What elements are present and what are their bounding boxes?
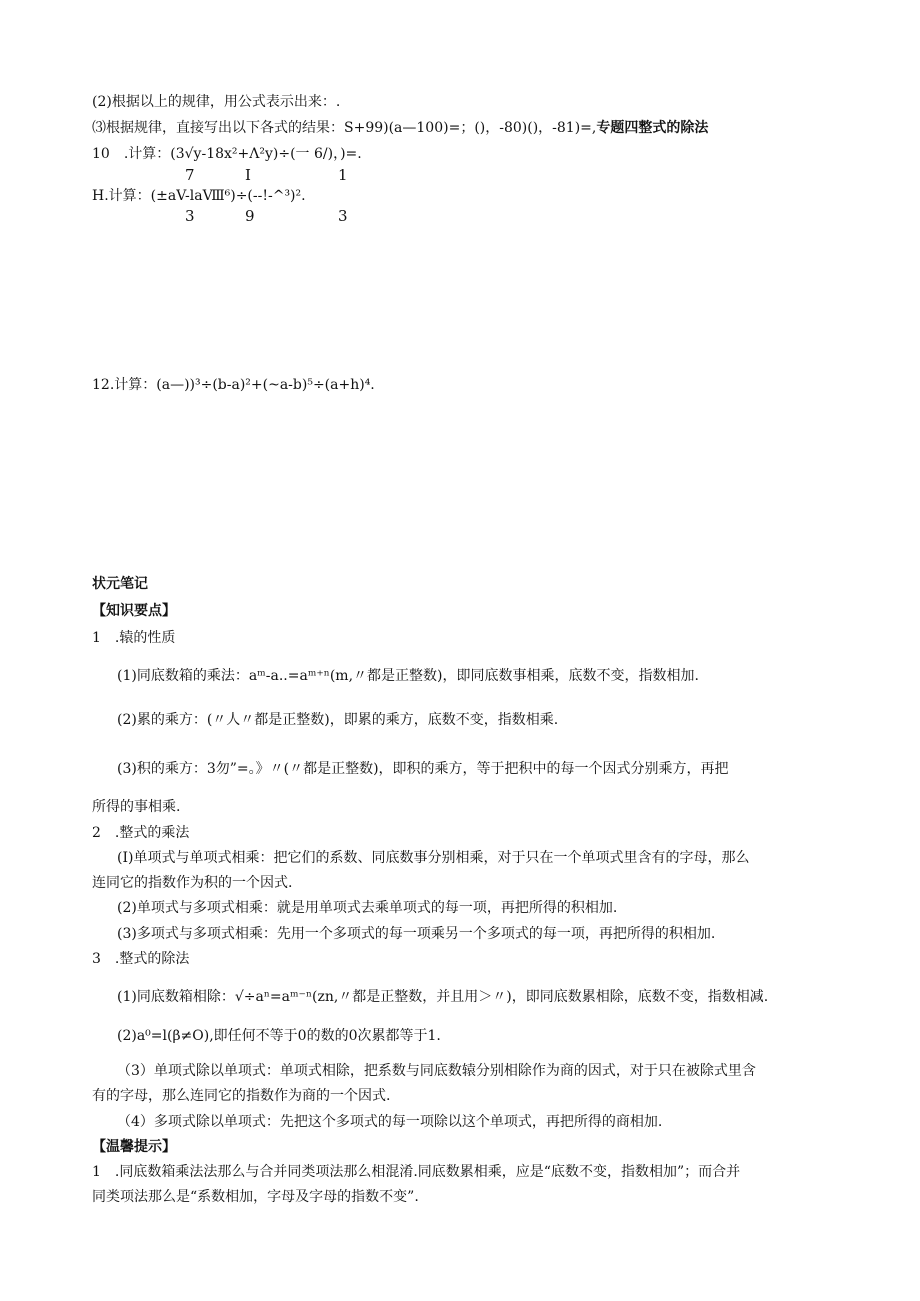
note-item-3-3-cont: 有的字母，那么连同它的指数作为商的一个因式.: [92, 1088, 391, 1104]
problem-part-3-text: ⑶根据规律，直接写出以下各式的结果：S+99)(a—100)=；()，-80)()，-81)=,: [92, 120, 597, 136]
knowledge-points-heading: 【知识要点】: [92, 603, 176, 619]
problem-11: H.计算：(±aV-laⅧ⁶)÷(--!-^³)².: [92, 188, 306, 204]
tip-1-cont: 同类项法那么是“系数相加，字母及字母的指数不变”.: [92, 1189, 419, 1205]
note-item-2-1: (I)单项式与单项式相乘：把它们的系数、同底数事分别相乘，对于只在一个单项式里含有的字母，那么: [117, 850, 750, 866]
note-item-3: 3 .整式的除法: [92, 951, 190, 967]
note-item-1-3-cont: 所得的事相乘.: [92, 799, 181, 815]
note-item-3-3: （3）单项式除以单项式：单项式相除，把系数与同底数辕分别相除作为商的因式，对于只在被除式里含: [117, 1063, 756, 1079]
note-item-1-1: (1)同底数箱的乘法：aᵐ-a..=aᵐ⁺ⁿ(m,〃都是正整数)，即同底数事相乘，底数不变，指数相加.: [117, 668, 699, 684]
tips-heading: 【温馨提示】: [92, 1139, 176, 1155]
problem-part-2: (2)根据以上的规律，用公式表示出来：.: [92, 94, 341, 110]
problem-11-top-2: I: [245, 166, 251, 184]
problem-11-top-1: 7: [185, 166, 195, 184]
problem-11-bottom-2: 9: [245, 207, 255, 225]
note-item-2: 2 .整式的乘法: [92, 825, 190, 841]
section-heading-division: 专题四整式的除法: [596, 120, 709, 136]
tip-1: 1 .同底数箱乘法法那么与合并同类项法那么相混淆.同底数累相乘，应是“底数不变，指数相加”；而合并: [92, 1164, 741, 1180]
note-item-1: 1 .辕的性质: [92, 630, 176, 646]
note-item-1-2: (2)累的乘方：(〃人〃都是正整数)，即累的乘方，底数不变，指数相乘.: [117, 712, 559, 728]
note-item-2-3: (3)多项式与多项式相乘：先用一个多项式的每一项乘另一个多项式的每一项，再把所得的积相加.: [117, 926, 716, 942]
note-item-3-4: （4）多项式除以单项式：先把这个多项式的每一项除以这个单项式，再把所得的商相加.: [117, 1114, 663, 1130]
notes-title: 状元笔记: [92, 576, 148, 592]
problem-10: 10 .计算：(3√y-18x²+Λ²y)÷(一 6/)，)=.: [92, 146, 362, 162]
problem-11-top-3: 1: [338, 166, 348, 184]
note-item-2-1-cont: 连同它的指数作为积的一个因式.: [92, 875, 293, 891]
note-item-3-2: (2)a⁰=l(β≠O),即任何不等于0的数的0次累都等于1.: [117, 1028, 441, 1044]
note-item-1-3: (3)积的乘方：3勿”=。》〃(〃都是正整数)，即积的乘方，等于把积中的每一个因式分别乘方，再把: [117, 761, 729, 777]
problem-11-bottom-3: 3: [338, 207, 348, 225]
problem-part-3: [92, 118, 708, 138]
note-item-3-1: (1)同底数箱相除：√÷aⁿ=aᵐ⁻ⁿ(zn,〃都是正整数，并且用＞〃)，即同底数累相除，底数不变，指数相减.: [117, 989, 769, 1005]
problem-11-bottom-1: 3: [185, 207, 195, 225]
problem-12: 12.计算：(a—))³÷(b-a)²+(~a-b)⁵÷(a+h)⁴.: [92, 377, 375, 393]
note-item-2-2: (2)单项式与多项式相乘：就是用单项式去乘单项式的每一项，再把所得的积相加.: [117, 900, 618, 916]
